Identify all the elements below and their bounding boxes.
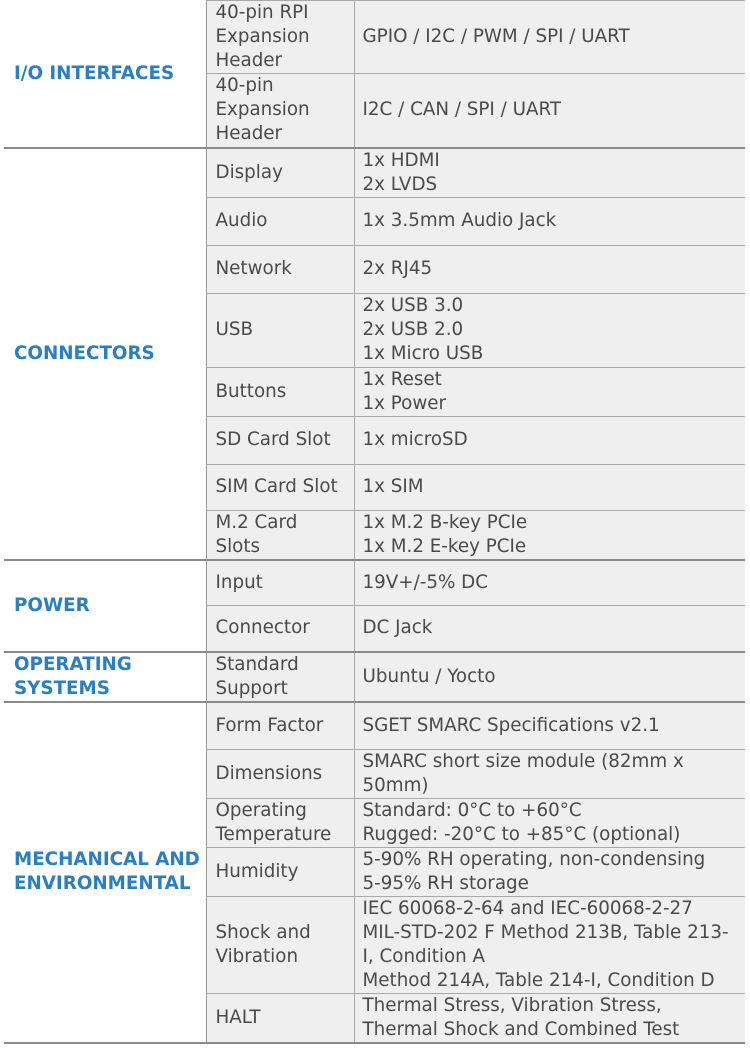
spec-name: 40-pin RPI Expansion Header [206,1,354,74]
spec-row [4,560,745,606]
spec-value: 1x SIM [354,464,745,510]
spec-value: SGET SMARC Specifications v2.1 [354,702,745,750]
spec-value: I2C / CAN / SPI / UART [354,74,745,148]
spec-name: Display [206,148,354,198]
spec-value: IEC 60068-2-64 and IEC-60068-2-27 MIL-STD-202 F Method 213B, Table 213- I, Condition A Method 214A, Table 214-I, Condition D [354,897,745,994]
spec-name: SIM Card Slot [206,464,354,510]
spec-value: 2x USB 3.0 2x USB 2.0 1x Micro USB [354,293,745,367]
spec-name: Connector [206,606,354,652]
spec-name: USB [206,293,354,367]
spec-name: Humidity [206,848,354,897]
spec-name: HALT [206,994,354,1044]
spec-row [4,1,745,74]
section-title-power: POWER [4,560,206,652]
spec-name: Network [206,245,354,293]
spec-value: 1x microSD [354,416,745,464]
section-title-mechanical-environmental: MECHANICAL AND ENVIRONMENTAL [4,702,206,1044]
spec-value: Standard: 0°C to +60°C Rugged: -20°C to +85°C (optional) [354,799,745,848]
spec-name: Input [206,560,354,606]
spec-name: Audio [206,197,354,245]
section-title-operating-systems: OPERATING SYSTEMS [4,652,206,702]
spec-value: SMARC short size module (82mm x 50mm) [354,750,745,799]
spec-value: Ubuntu / Yocto [354,652,745,702]
spec-name: M.2 Card Slots [206,510,354,560]
spec-value: 1x Reset 1x Power [354,367,745,416]
spec-name: 40-pin Expansion Header [206,74,354,148]
spec-name: SD Card Slot [206,416,354,464]
spec-name: Buttons [206,367,354,416]
spec-name: Shock and Vibration [206,897,354,994]
spec-name: Operating Temperature [206,799,354,848]
spec-value: 19V+/-5% DC [354,560,745,606]
spec-value: DC Jack [354,606,745,652]
spec-value: 2x RJ45 [354,245,745,293]
spec-name: Dimensions [206,750,354,799]
spec-value: 5-90% RH operating, non-condensing 5-95% RH storage [354,848,745,897]
spec-value: 1x HDMI 2x LVDS [354,148,745,198]
spec-row [4,702,745,750]
section-title-connectors: CONNECTORS [4,148,206,560]
spec-row [4,652,745,702]
spec-value: 1x M.2 B-key PCIe 1x M.2 E-key PCIe [354,510,745,560]
spec-table [4,0,745,1044]
spec-row [4,148,745,198]
section-title-io-interfaces: I/O INTERFACES [4,1,206,148]
spec-value: 1x 3.5mm Audio Jack [354,197,745,245]
spec-name: Standard Support [206,652,354,702]
spec-name: Form Factor [206,702,354,750]
spec-value: Thermal Stress, Vibration Stress, Thermal Shock and Combined Test [354,994,745,1044]
spec-value: GPIO / I2C / PWM / SPI / UART [354,1,745,74]
